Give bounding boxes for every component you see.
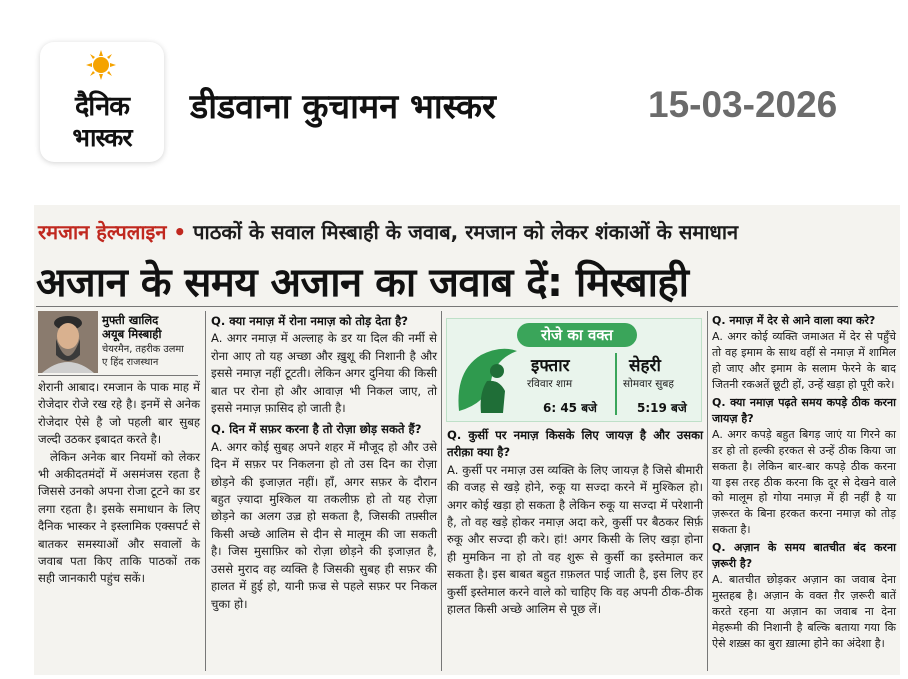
qa-column-2 bbox=[211, 313, 437, 613]
iftar-time: 6: 45 बजे bbox=[543, 401, 597, 415]
column-divider bbox=[707, 311, 708, 671]
newspaper-clipping[interactable] bbox=[34, 205, 900, 675]
sun-icon bbox=[86, 50, 116, 80]
headline-divider bbox=[36, 306, 898, 307]
article-headline: अजान के समय अजान का जवाब दें: मिस्बाही bbox=[36, 260, 689, 306]
question: Q. क्या नमाज़ में रोना नमाज़ को तोड़ देता है? bbox=[211, 314, 408, 328]
column-divider bbox=[205, 311, 206, 671]
question: Q. अज़ान के समय बातचीत बंद करना ज़रूरी है? bbox=[712, 541, 896, 571]
kicker-label: रमजान हेल्पलाइन • bbox=[38, 220, 187, 244]
sehri-time: 5:19 बजे bbox=[637, 401, 687, 415]
iftar-day: रविवार शाम bbox=[527, 378, 573, 390]
iftar-label: इफ्तार bbox=[531, 356, 570, 376]
edition-date: 15-03-2026 bbox=[648, 84, 838, 125]
logo-line-2: भास्कर bbox=[72, 123, 132, 152]
qa-column-3 bbox=[447, 427, 703, 618]
author-box bbox=[38, 311, 228, 373]
timing-separator bbox=[615, 353, 617, 415]
answer: A. अगर कोई सुबह अपने शहर में मौजूद हो और उसे दिन में सफ़र पर निकलना हो तो उस दिन का रोज़ा छोड़ने की इजाज़त नहीं। हाँ, अगर सफ़र के दौरान बहुत ज़्यादा मुश्किल या तकलीफ़ हो तो यह रोज़ा छोड़ने का अलग उज़्र हो सकता है, जिसकी तफ़्सील किसी अच्छे आलिम से दीन से मालूम की जा सकती है। जिस मुसाफ़िर को रोज़ा छोड़ने की इजाज़त है, उससे मुराद वह व्यक्ति है जिसकी सुबह ही सफ़र की हालत में हुई हो, यानी फ़ज्र से पहले सफ़र पर निकल चुका हो। bbox=[211, 439, 437, 611]
intro-paragraph: शेरानी आबाद। रमजान के पाक माह में रोजेदार रोजे रख रहे है। इनमें से अनेक रोजेदार ऐसे है जो पहली बार सुबह जल्दी उठकर इबादत करते है। bbox=[38, 380, 200, 447]
sehri-label: सेहरी bbox=[629, 356, 661, 376]
question: Q. कुर्सी पर नमाज़ किसके लिए जायज़ है और उसका तरीक़ा क्या है? bbox=[447, 428, 703, 460]
timing-title: रोजे का वक्त bbox=[517, 323, 637, 347]
answer: A. अगर कपड़े बहुत बिगड़ जाएं या गिरने का डर हो तो हल्की हरकत से उन्हें ठीक किया जा सकता है। लेकिन बार-बार कपड़े ठीक करना या इस तरह ठीक करना कि दूर से देखने वाले को मालूम हो गोया नमाज़ में ही नहीं है या ज़रूरत के बिना हरकत करना नमाज़ को तोड़ सकता है। bbox=[712, 427, 896, 537]
answer: A. अगर नमाज़ में अल्लाह के डर या दिल की नर्मी से रोना आए तो यह अच्छा और ख़ुशू की निशानी है और इससे नमाज़ नहीं टूटती। लेकिन अगर दुनिया की किसी बात पर रोना हो और आवाज़ भी निकल जाए, तो इससे नमाज़ फ़ासिद हो जाती है। bbox=[211, 331, 437, 416]
app-header bbox=[0, 0, 908, 200]
answer: A. बातचीत छोड़कर अज़ान का जवाब देना मुस्तहब है। अज़ान के वक्त ग़ैर ज़रूरी बातें करते रहना या अज़ान का जवाब ना देना मेहरूमी की निशानी है बल्कि बताया गया कि ऐसे शख़्स का बुरा ख़ात्मा होने का अंदेशा है। bbox=[712, 573, 896, 651]
question: Q. क्या नमाज़ पढ़ते समय कपड़े ठीक करना जायज़ है? bbox=[712, 395, 896, 425]
author-photo bbox=[38, 311, 98, 373]
answer: A. अगर कोई व्यक्ति जमाअत में देर से पहुँचे तो वह इमाम के साथ वहीं से नमाज़ में शामिल हो जाए और इमाम के सलाम फेरने के बाद जितनी रकअतें छूटी हों, उन्हें खड़ा हो पूरी करे। bbox=[712, 329, 896, 391]
intro-column bbox=[38, 379, 200, 588]
sehri-day: सोमवार सुबह bbox=[623, 378, 674, 390]
person-icon bbox=[38, 311, 98, 373]
article-kicker bbox=[38, 218, 738, 245]
column-divider bbox=[441, 311, 442, 671]
question: Q. दिन में सफ़र करना है तो रोज़ा छोड़ सकते हैं? bbox=[211, 422, 422, 437]
answer: A. कुर्सी पर नमाज़ उस व्यक्ति के लिए जायज़ है जिसे बीमारी की वजह से खड़े होने, रुकू या सज्दा करने में मुश्किल हो। अगर कोई खड़ा हो सकता है लेकिन रुकू या सज्दा में परेशानी है, तो वह खड़े होकर नमाज़ अदा करे, कुर्सी पर बैठकर सिर्फ़ रुकू और सज्दा ही करे। हां! अगर किसी के लिए खड़ा होना ही मुमकिन ना हो तो वह शुरू से कुर्सी का इस्तेमाल कर सकता है। इस बाबत बहुत ग़फ़लत पाई जाती है, इस लिए हर कुर्सी इस्तेमाल करने वाले को चाहिए कि वह अपनी ठीक-ठीक हालत किसी अच्छे आलिम से पूछ लें। bbox=[447, 462, 703, 617]
logo-line-1: दैनिक bbox=[74, 91, 130, 122]
author-divider bbox=[38, 375, 198, 376]
question: Q. नमाज़ में देर से आने वाला क्या करे? bbox=[712, 314, 876, 327]
edition-title: डीडवाना कुचामन भास्कर bbox=[190, 87, 496, 127]
author-name: मुफ्ती खालिद अयूब मिस्बाही bbox=[102, 313, 162, 341]
author-role: चेयरमैन, तहरीक उलमा ए हिंद राजस्थान bbox=[102, 344, 184, 368]
qa-column-4 bbox=[712, 313, 896, 652]
praying-person-icon bbox=[451, 341, 521, 419]
roza-timing-box bbox=[446, 318, 702, 422]
intro-paragraph: लेकिन अनेक बार नियमों को लेकर भी अकीदतमंदों में असमंजस रहता है जिससे उनको अपना रोजा टूटने का डर लगा रहता है। इसके समाधान के लिए दैनिक भास्कर ने इस्लामिक एक्सपर्ट से बातकर समस्याओं और सवालों के जवाब पता किए ताकि पाठकों तक सही जानकारी पहुंच सकें। bbox=[38, 449, 200, 586]
kicker-text: पाठकों के सवाल मिस्बाही के जवाब, रमजान को लेकर शंकाओं के समाधान bbox=[186, 220, 739, 244]
dainik-bhaskar-logo[interactable] bbox=[40, 42, 164, 162]
